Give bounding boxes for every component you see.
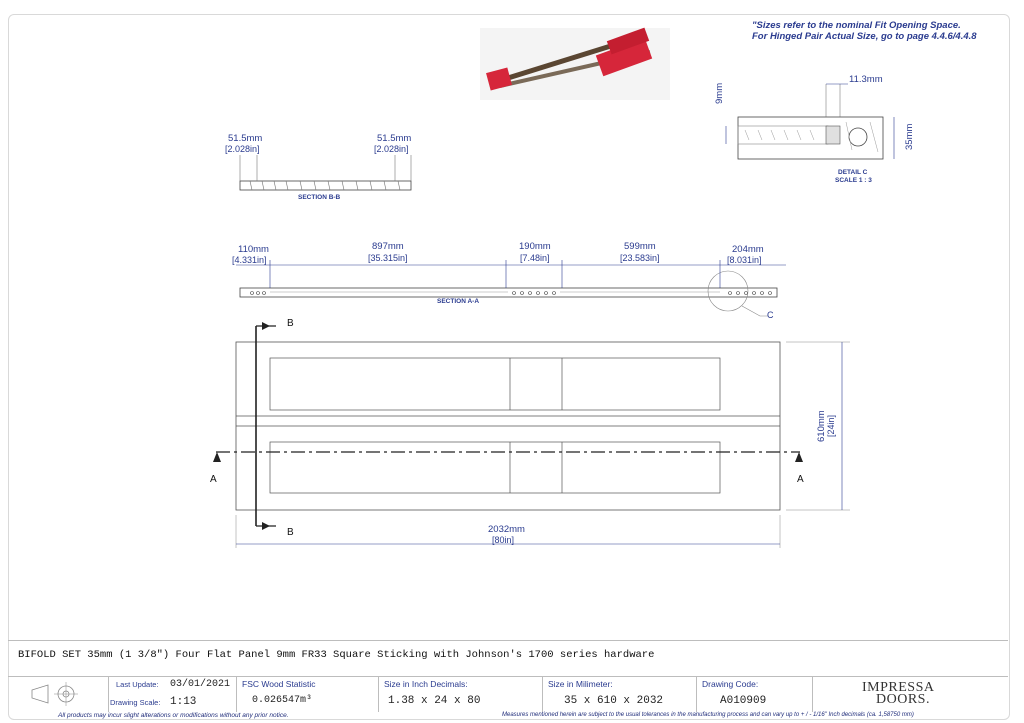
- width-in: [80in]: [492, 535, 515, 545]
- inch-size-label: Size in Inch Decimals:: [384, 679, 468, 689]
- detail-c: [714, 74, 915, 184]
- section-marker-a-right: A: [797, 474, 804, 485]
- aa-d1-mm: 110mm: [238, 244, 269, 255]
- last-update-value: 03/01/2021: [170, 679, 231, 690]
- mm-size-value: 35 x 610 x 2032: [564, 695, 664, 707]
- footer-left-note: All products may incur slight alterations or modifications without any prior notice.: [58, 712, 289, 719]
- detail-c-scale: SCALE 1 : 3: [835, 177, 872, 184]
- drawing-title: BIFOLD SET 35mm (1 3/8") Four Flat Panel 9mm FR33 Square Sticking with Johnson's 1700 series hardware: [18, 649, 655, 661]
- section-a-a: [232, 241, 786, 320]
- aa-d5-mm: 204mm: [732, 244, 764, 255]
- logo-line2: DOORS.: [876, 692, 930, 707]
- section-b-b: [225, 133, 411, 201]
- aa-d2-mm: 897mm: [372, 241, 404, 252]
- width-mm: 2032mm: [488, 524, 525, 535]
- last-update-label: Last Update:: [116, 680, 159, 689]
- drawing-scale-label: Drawing Scale:: [110, 698, 161, 707]
- bb-right-mm: 51.5mm: [377, 133, 412, 144]
- aa-callout-c: C: [767, 310, 774, 320]
- aa-label: SECTION A-A: [437, 298, 480, 305]
- product-photo: [480, 28, 670, 100]
- aa-d3-in: [7.48in]: [520, 253, 550, 263]
- detail-c-left-dim: 9mm: [714, 82, 725, 104]
- aa-d3-mm: 190mm: [519, 241, 551, 252]
- drawing-code-value: A010909: [720, 695, 767, 707]
- bb-left-in: [2.028in]: [225, 144, 260, 154]
- bb-right-in: [2.028in]: [374, 144, 409, 154]
- aa-d4-in: [23.583in]: [620, 253, 660, 263]
- logo-line1: IMPRESSA: [862, 680, 935, 695]
- drawing-scale-value: 1:13: [170, 696, 197, 708]
- drawing-code-label: Drawing Code:: [702, 679, 759, 689]
- size-note-line1: "Sizes refer to the nominal Fit Opening Space.: [752, 20, 961, 31]
- aa-d4-mm: 599mm: [624, 241, 656, 252]
- section-marker-b-bottom: B: [287, 527, 294, 538]
- aa-d1-in: [4.331in]: [232, 255, 267, 265]
- detail-c-right-dim: 35mm: [904, 123, 915, 150]
- door-elevation: [210, 318, 850, 548]
- detail-c-label: DETAIL C: [838, 169, 868, 176]
- aa-d5-in: [8.031in]: [727, 255, 762, 265]
- fsc-label: FSC Wood Statistic: [242, 679, 316, 689]
- detail-c-top-dim: 11.3mm: [849, 74, 883, 85]
- inch-size-value: 1.38 x 24 x 80: [388, 695, 481, 707]
- projection-symbol-icon: [30, 682, 80, 706]
- section-marker-b-top: B: [287, 318, 294, 329]
- height-mm: 610mm: [816, 410, 827, 442]
- bb-left-mm: 51.5mm: [228, 133, 263, 144]
- aa-d2-in: [35.315in]: [368, 253, 408, 263]
- fsc-value: 0.026547m³: [252, 695, 313, 706]
- mm-size-label: Size in Milimeter:: [548, 679, 613, 689]
- size-note-line2: For Hinged Pair Actual Size, go to page 4.4.6/4.4.8: [752, 31, 977, 42]
- impressa-doors-logo: [862, 682, 934, 706]
- height-in: [24in]: [826, 414, 836, 437]
- footer-right-note: Measures mentioned herein are subject to the usual tolerances in the manufacturing process and can vary up to + / - 1/16" Inch decimals (ca. 1,58750 mm): [502, 712, 914, 718]
- section-marker-a-left: A: [210, 474, 217, 485]
- bb-label: SECTION B-B: [298, 194, 341, 201]
